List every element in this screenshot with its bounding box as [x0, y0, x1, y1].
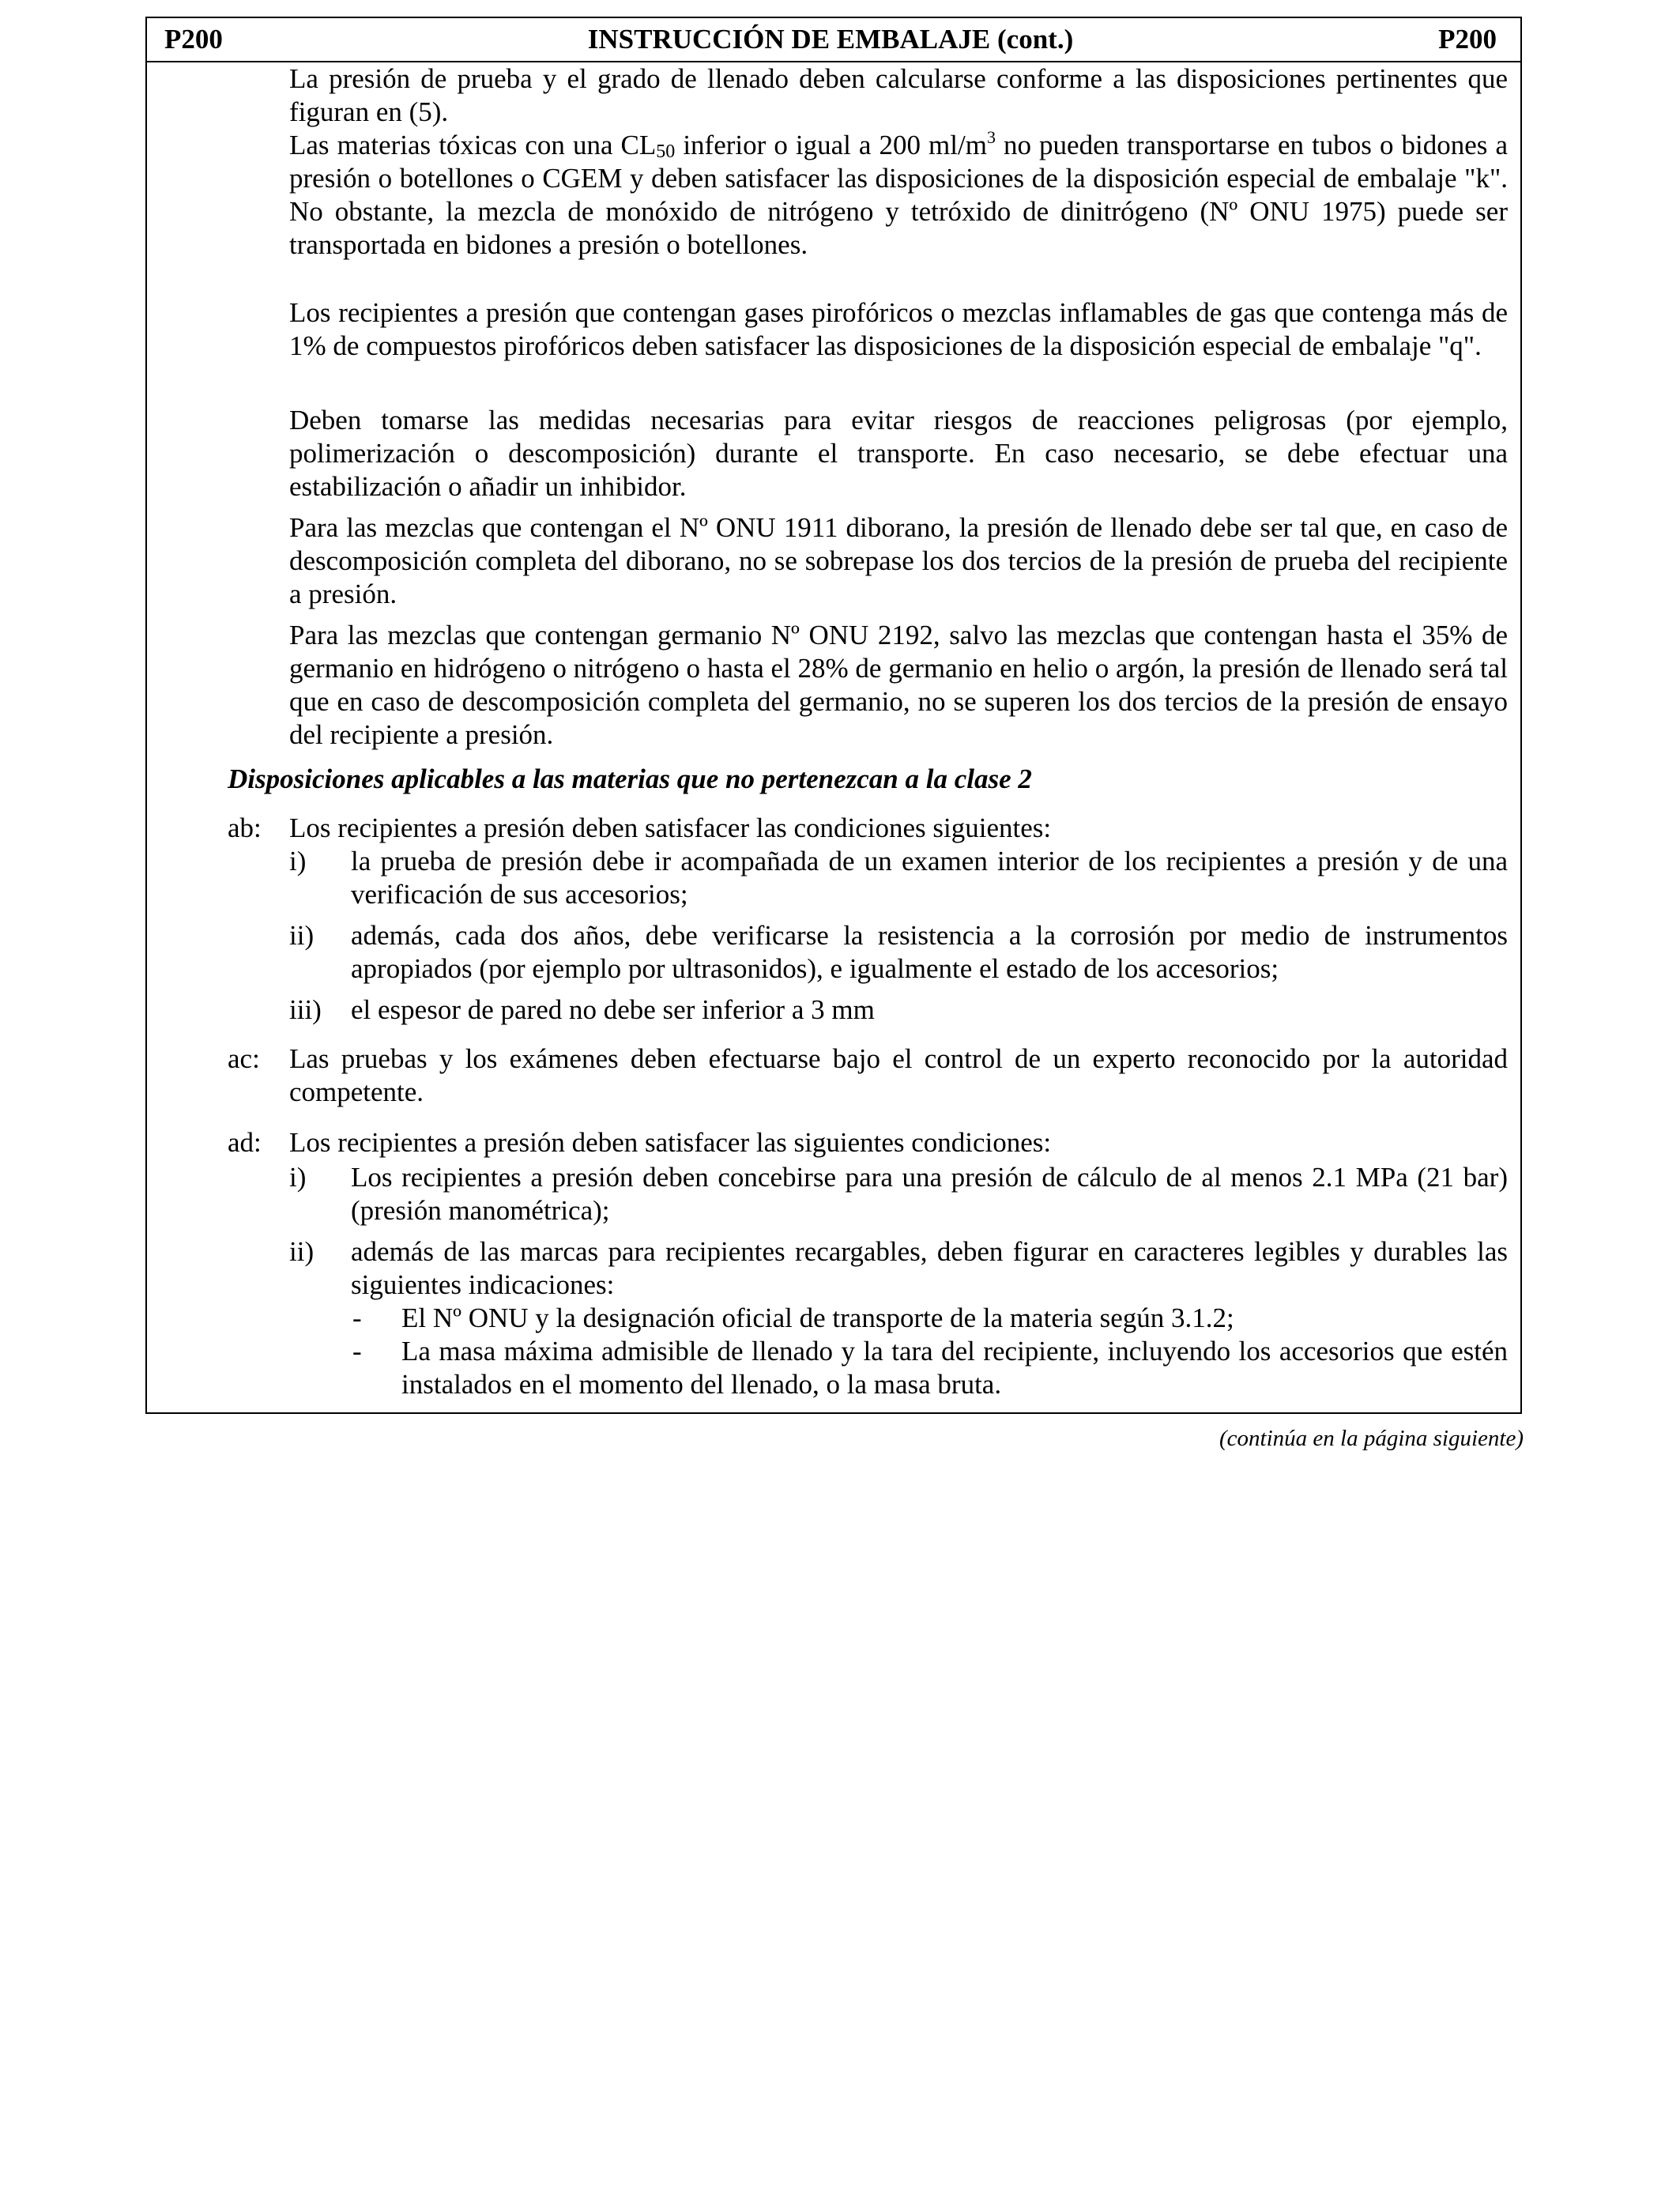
provision-ad-item-1-text: Los recipientes a presión deben concebirse para una presión de cálculo de al menos 2.1 MPa (21 bar) (presión manométrica); — [351, 1162, 1508, 1226]
table-content — [147, 62, 1520, 1412]
provision-ab-item-3-text: el espesor de pared no debe ser inferior a 3 mm — [351, 994, 875, 1025]
provision-ad-item-2-text: además de las marcas para recipientes recargables, deben figurar en caracteres legibles y durables las siguientes indicaciones: — [351, 1236, 1508, 1300]
provision-ad-item-2 — [289, 1235, 1508, 1302]
provision-ac-text: Las pruebas y los exámenes deben efectuarse bajo el control de un experto reconocido por la autoridad competente. — [289, 1043, 1508, 1107]
paragraph-reactions: Deben tomarse las medidas necesarias para evitar riesgos de reacciones peligrosas (por ejemplo, polimerización o descomposición) durante el transporte. En caso necesario, se debe efectuar una estabilización o añadir un inhibidor. — [289, 405, 1508, 502]
paragraph-germanium: Para las mezclas que contengan germanio Nº ONU 2192, salvo las mezclas que contengan hasta el 35% de germanio en hidrógeno o nitrógeno o hasta el 28% de germanio en helio o argón, la presión de llenado será tal que en caso de descomposición completa del germanio, no se superen los dos tercios de la presión de ensayo del recipiente a presión. — [289, 620, 1508, 750]
provision-ad-item-2-label: ii) — [289, 1236, 315, 1267]
header-left-code: P200 — [164, 24, 223, 55]
provision-ab-item-1-label: i) — [289, 846, 307, 876]
provision-ab — [228, 812, 1508, 845]
provision-ab-item-3 — [289, 993, 1508, 1027]
provision-ad-dash-1-marker: - — [352, 1302, 362, 1333]
provision-ad-item-1-label: i) — [289, 1162, 307, 1193]
provision-ad-label: ad: — [228, 1127, 262, 1158]
section-heading: Disposiciones aplicables a las materias que no pertenezcan a la clase 2 — [228, 763, 1032, 794]
provision-ad-dash-2-text: La masa máxima admisible de llenado y la tara del recipiente, incluyendo los accesorios que estén instalados en el momento del llenado, o la masa bruta. — [401, 1336, 1508, 1400]
provision-ad-dash-1 — [351, 1302, 1508, 1335]
header-right-code: P200 — [1438, 24, 1497, 55]
paragraph-toxic-text-b: inferior o igual a 200 ml/m — [675, 130, 987, 160]
provision-ad-text: Los recipientes a presión deben satisfacer las siguientes condiciones: — [289, 1127, 1052, 1158]
lc50-subscript: 50 — [656, 141, 676, 162]
header-title: INSTRUCCIÓN DE EMBALAJE (cont.) — [587, 24, 1074, 55]
provision-ac — [228, 1042, 1508, 1109]
provision-ad-item-1 — [289, 1161, 1508, 1227]
provision-ab-label: ab: — [228, 812, 262, 843]
provision-ab-item-2 — [289, 919, 1508, 986]
paragraph-test-pressure: La presión de prueba y el grado de llenado deben calcularse conforme a las disposiciones pertinentes que figuran en (5). — [289, 63, 1508, 127]
paragraph-toxic-materials — [289, 129, 1508, 262]
provision-ad — [228, 1126, 1508, 1159]
provision-ac-label: ac: — [228, 1043, 260, 1074]
packing-instruction-table — [145, 17, 1522, 1414]
cubic-superscript: 3 — [986, 127, 996, 147]
provision-ab-item-1-text: la prueba de presión debe ir acompañada de un examen interior de los recipientes a presión y de una verificación de sus accesorios; — [351, 846, 1508, 910]
provision-ab-item-3-label: iii) — [289, 994, 322, 1025]
provision-ab-text: Los recipientes a presión deben satisfacer las condiciones siguientes: — [289, 812, 1052, 843]
paragraph-pyrophoric: Los recipientes a presión que contengan gases pirofóricos o mezclas inflamables de gas que contenga más de 1% de compuestos pirofóricos deben satisfacer las disposiciones de la disposición especial de embalaje "q". — [289, 297, 1508, 361]
paragraph-diborane: Para las mezclas que contengan el Nº ONU 1911 diborano, la presión de llenado debe ser tal que, en caso de descomposición completa del diborano, no se sobrepase los dos tercios de la presión de prueba del recipiente a presión. — [289, 512, 1508, 609]
continuation-note: (continúa en la página siguiente) — [1219, 1426, 1524, 1451]
provision-ab-item-2-label: ii) — [289, 920, 315, 951]
provision-ab-item-2-text: además, cada dos años, debe verificarse la resistencia a la corrosión por medio de instrumentos apropiados (por ejemplo por ultrasonidos), e igualmente el estado de los accesorios; — [351, 920, 1508, 984]
paragraph-toxic-text-a: Las materias tóxicas con una CL — [289, 130, 657, 160]
provision-ad-dash-1-text: El Nº ONU y la designación oficial de transporte de la materia según 3.1.2; — [401, 1302, 1234, 1333]
table-header — [147, 18, 1520, 62]
provision-ab-item-1 — [289, 845, 1508, 911]
provision-ad-dash-2-marker: - — [352, 1336, 362, 1367]
paragraph-toxic-text-c: no pueden transportarse en tubos o bidones a presión o botellones o CGEM y deben satisfacer las disposiciones de la disposición especial de embalaje "k". No obstante, la mezcla de monóxido de nitrógeno y tetróxido de dinitrógeno (Nº ONU 1975) puede ser transportada en bidones a presión o botellones. — [289, 130, 1508, 260]
provision-ad-dash-2 — [351, 1335, 1508, 1401]
